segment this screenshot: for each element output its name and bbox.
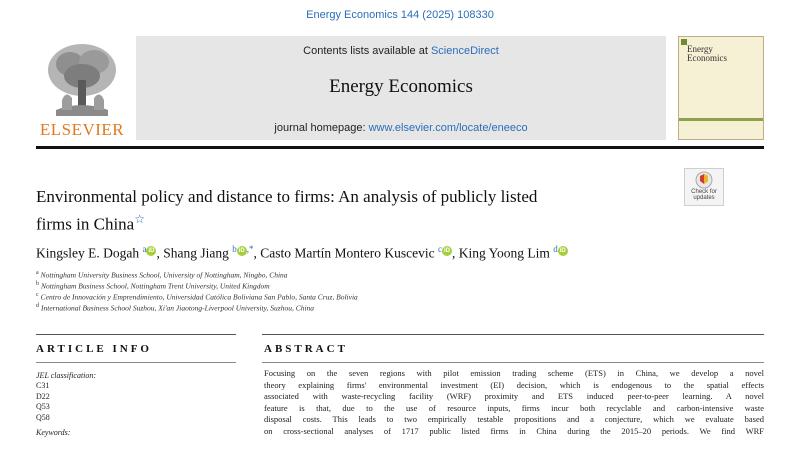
elsevier-wordmark: ELSEVIER — [39, 120, 125, 139]
author-name[interactable]: Shang Jiang — [163, 245, 229, 261]
jel-classification-label: JEL classification: — [36, 371, 97, 380]
journal-citation[interactable]: Energy Economics 144 (2025) 108330 — [306, 9, 494, 21]
affiliation-label: c — [36, 292, 39, 298]
author-separator: , — [253, 245, 261, 261]
author-list — [36, 244, 764, 262]
author-affiliation-marker[interactable]: a — [142, 244, 147, 254]
cover-title-line: Energy — [687, 44, 713, 54]
article-info-heading: ARTICLE INFO — [36, 343, 152, 355]
abstract-sub-rule — [262, 362, 764, 363]
abstract-line: feature is that, due to the use of resource inputs, firms incur both recyclable and carbon-intensive waste — [264, 402, 764, 413]
affiliation-label: b — [36, 281, 39, 287]
orcid-icon[interactable]: iD — [148, 248, 155, 254]
cover-stripe — [679, 118, 763, 121]
orcid-icon[interactable]: iD — [238, 248, 245, 254]
elsevier-logo — [36, 36, 128, 140]
affiliation-item — [36, 279, 764, 290]
article-title — [36, 186, 666, 236]
author-separator: , — [156, 245, 164, 261]
cover-title-line: Economics — [687, 53, 727, 63]
affiliation-item — [36, 301, 764, 312]
affiliation-list — [36, 268, 764, 312]
journal-cover-thumbnail[interactable] — [678, 36, 764, 140]
jel-code: Q53 — [36, 402, 50, 411]
sciencedirect-link[interactable]: ScienceDirect — [430, 45, 499, 57]
homepage-prefix: journal homepage: — [274, 122, 369, 134]
abstract-line: theory explaining firms' environmental investment (EI) decision, which is endogenous to the spatial effects — [264, 379, 764, 390]
abstract-line: associated with waste-recycling facility (WRF) proximity and ETS induced peer-to-peer learning. A novel — [264, 391, 764, 402]
jel-code: D22 — [36, 391, 50, 401]
title-footnote-star-icon[interactable]: ☆ — [134, 212, 145, 226]
affiliation-text: International Business School Suzhou, Xi'an Jiaotong-Liverpool University, Suzhou, China — [41, 303, 315, 313]
article-title-end: firms in China — [36, 214, 135, 234]
orcid-icon[interactable]: iD — [559, 248, 566, 254]
affiliation-item — [36, 268, 764, 279]
article-title-line — [36, 208, 666, 236]
author-separator: , — [451, 245, 459, 261]
jel-code: Q58 — [36, 412, 50, 422]
keywords-label: Keywords: — [36, 428, 71, 437]
homepage-link[interactable]: www.elsevier.com/locate/eneeco — [368, 122, 528, 134]
affiliation-text: Nottingham Business School, Nottingham Trent University, United Kingdom — [41, 281, 270, 291]
affiliation-text: Centro de Innovación y Emprendimiento, Universidad Católica Boliviana San Pablo, Santa Cruz, Bolivia — [40, 292, 358, 302]
orcid-icon[interactable]: iD — [443, 248, 450, 254]
affiliation-item — [36, 290, 764, 301]
abstract-line: Focusing on the seven regions with pilot emission trading scheme (ETS) in China, we develop a novel — [264, 368, 764, 378]
contents-prefix: Contents lists available at — [303, 45, 431, 57]
author-name[interactable]: Kingsley E. Dogah — [36, 245, 140, 261]
affiliation-label: d — [36, 303, 39, 309]
abstract-line: disposal costs. This leads to two empirically testable propositions and a conjecture, which we evaluate based — [264, 414, 764, 425]
journal-info-box — [136, 36, 666, 140]
check-updates-label: updates — [693, 195, 715, 201]
header-rule — [36, 146, 764, 149]
abstract-heading: ABSTRACT — [264, 343, 348, 355]
check-updates-icon — [695, 171, 713, 189]
author-name[interactable]: King Yoong Lim — [458, 245, 550, 261]
article-info-panel — [36, 370, 236, 438]
corresponding-author-marker[interactable]: ,* — [246, 244, 254, 254]
journal-masthead — [36, 36, 764, 142]
affiliation-text: Nottingham University Business School, University of Nottingham, Ningbo, China — [40, 270, 288, 280]
abstract-body — [264, 368, 764, 438]
abstract-top-rule — [262, 334, 764, 335]
jel-code: C31 — [36, 381, 50, 390]
elsevier-tree-icon — [42, 40, 122, 118]
author-affiliation-marker[interactable]: d — [553, 244, 558, 254]
journal-homepage — [136, 122, 666, 134]
author-name[interactable]: Casto Martín Montero Kuscevic — [260, 245, 435, 261]
article-title-line: Environmental policy and distance to firms: An analysis of publicly listed — [36, 187, 538, 206]
article-info-sub-rule — [36, 362, 236, 363]
abstract-line: on cross-sectional analyses of 1717 public listed firms in China during the 2015–20 periods. We find WRF — [264, 425, 764, 436]
affiliation-label: a — [36, 270, 39, 276]
cover-title — [687, 45, 757, 63]
contents-availability — [136, 45, 666, 57]
check-for-updates-button[interactable] — [684, 168, 724, 206]
author-affiliation-marker[interactable]: b — [232, 244, 237, 254]
article-info-top-rule — [36, 334, 236, 335]
journal-title: Energy Economics — [329, 76, 473, 97]
author-affiliation-marker[interactable]: c — [437, 244, 442, 254]
check-updates-label: Check for — [691, 189, 717, 195]
